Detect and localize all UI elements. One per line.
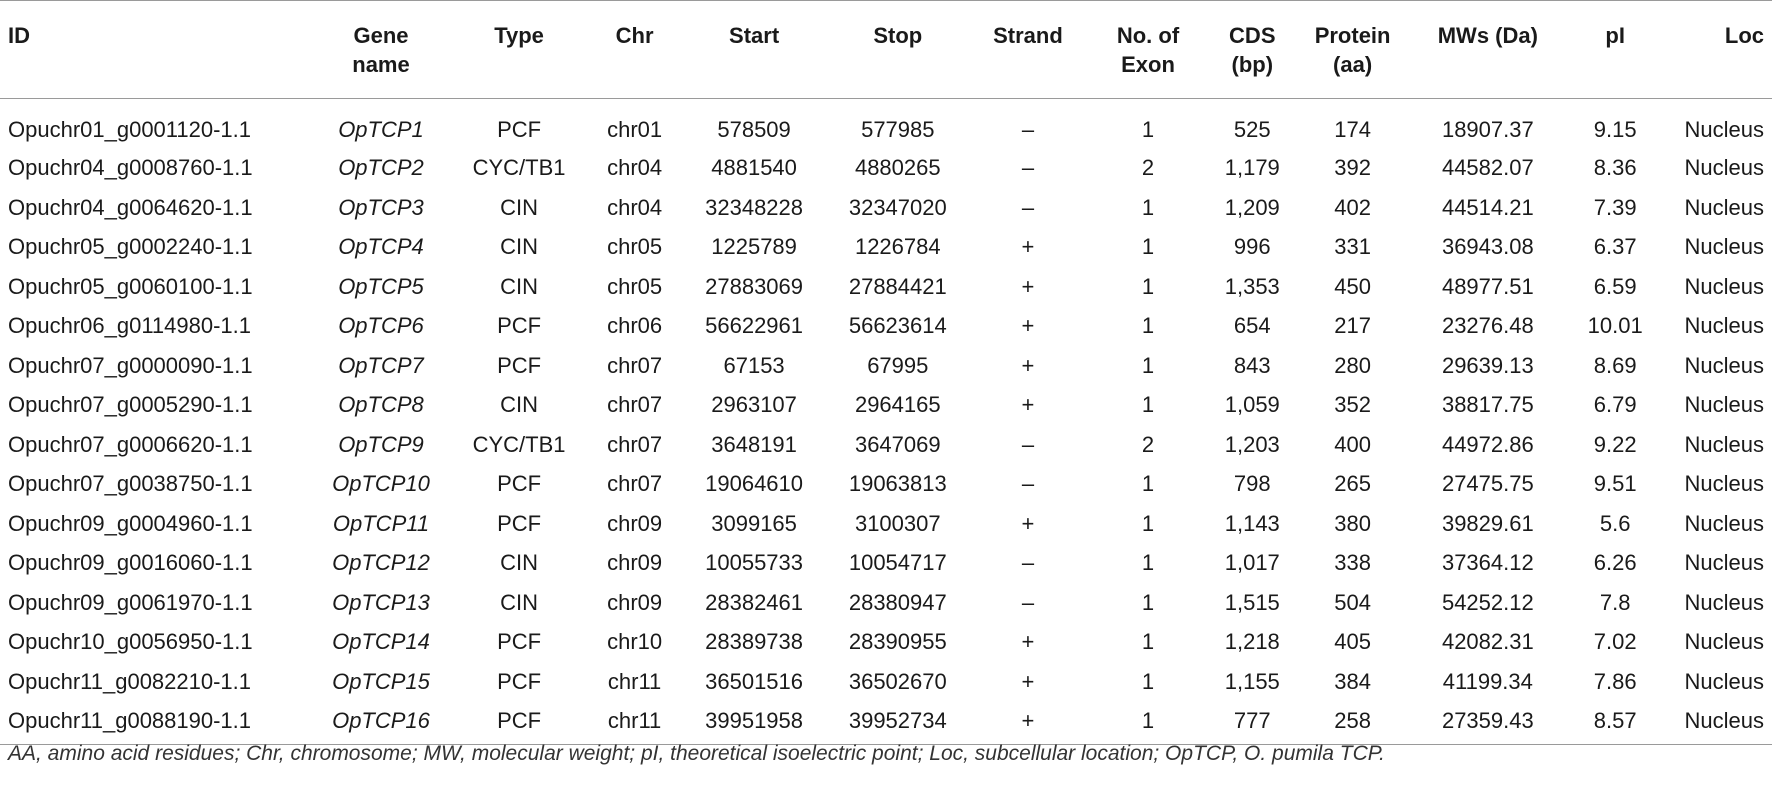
cell-chr: chr05 xyxy=(607,273,663,299)
table-row xyxy=(0,425,1772,465)
table-body xyxy=(0,99,1772,745)
cell-cds: 525 xyxy=(1233,116,1271,142)
cell-cds: 843 xyxy=(1233,352,1271,378)
cell-start: 32348228 xyxy=(705,194,804,220)
cell-start: 28389738 xyxy=(705,629,804,655)
cell-exon: 1 xyxy=(1141,313,1155,339)
cell-start: 3648191 xyxy=(711,431,797,457)
cell-gene: OpTCP11 xyxy=(332,510,430,536)
column-header-exon-line: Exon xyxy=(1121,52,1175,77)
cell-gene: OpTCP14 xyxy=(332,629,430,655)
cell-protein: 174 xyxy=(1334,116,1371,142)
column-header-cds-line: CDS xyxy=(1229,23,1276,48)
cell-mw: 48977.51 xyxy=(1441,273,1534,299)
cell-loc: Nucleus xyxy=(1684,116,1764,142)
cell-exon: 1 xyxy=(1141,352,1155,378)
column-header-protein-line: Protein xyxy=(1314,23,1391,48)
column-header-gene xyxy=(313,1,448,99)
cell-type: CYC/TB1 xyxy=(472,155,566,181)
column-header-id xyxy=(0,1,313,99)
cell-chr: chr07 xyxy=(607,392,663,418)
cell-mw: 37364.12 xyxy=(1441,550,1534,576)
cell-stop: 32347020 xyxy=(848,194,947,220)
cell-stop: 39952734 xyxy=(828,702,967,745)
column-header-gene-line: Gene xyxy=(353,23,409,48)
cell-stop: 56623614 xyxy=(848,313,947,339)
cell-cds: 1,155 xyxy=(1224,668,1280,694)
cell-mw: 18907.37 xyxy=(1441,116,1534,142)
cell-gene: OpTCP5 xyxy=(338,273,424,299)
cell-id: Opuchr01_g0001120-1.1 xyxy=(8,116,252,142)
cell-start: 36501516 xyxy=(705,668,804,694)
cell-id: Opuchr11_g0088190-1.1 xyxy=(0,702,313,745)
cell-type: PCF xyxy=(449,702,590,745)
table-row xyxy=(0,307,1772,347)
cell-chr: chr07 xyxy=(607,352,663,378)
cell-mw: 27475.75 xyxy=(1441,471,1534,497)
column-header-loc xyxy=(1663,1,1772,99)
cell-cds: 1,218 xyxy=(1224,629,1280,655)
column-header-exon xyxy=(1089,1,1207,99)
cell-exon: 1 xyxy=(1141,116,1155,142)
cell-gene: OpTCP9 xyxy=(338,431,424,457)
cell-loc: Nucleus xyxy=(1684,352,1764,378)
column-header-gene-line: name xyxy=(352,52,410,77)
cell-type: PCF xyxy=(497,668,542,694)
cell-pi: 7.8 xyxy=(1599,589,1631,615)
cell-loc: Nucleus xyxy=(1684,510,1764,536)
table-row xyxy=(0,346,1772,386)
cell-pi: 10.01 xyxy=(1587,313,1643,339)
cell-type: CIN xyxy=(500,589,539,615)
cell-mw: 54252.12 xyxy=(1441,589,1534,615)
table-row xyxy=(0,662,1772,702)
cell-start: 39951958 xyxy=(680,702,829,745)
cell-pi: 6.79 xyxy=(1593,392,1637,418)
cell-loc: Nucleus xyxy=(1684,550,1764,576)
table-row xyxy=(0,188,1772,228)
cell-chr: chr05 xyxy=(607,234,663,260)
cell-type: CIN xyxy=(500,194,539,220)
cell-stop: 10054717 xyxy=(848,550,947,576)
cell-protein: 402 xyxy=(1334,194,1371,220)
cell-cds: 798 xyxy=(1233,471,1271,497)
table-row xyxy=(0,583,1772,623)
cell-loc: Nucleus xyxy=(1684,589,1764,615)
cell-start: 578509 xyxy=(717,116,791,142)
cell-strand: + xyxy=(1021,273,1035,299)
cell-strand: – xyxy=(1021,471,1035,497)
cell-gene: OpTCP12 xyxy=(332,550,430,576)
cell-gene: OpTCP15 xyxy=(332,668,430,694)
cell-stop: 27884421 xyxy=(848,273,947,299)
cell-exon: 1 xyxy=(1141,234,1155,260)
cell-stop: 19063813 xyxy=(848,471,947,497)
cell-cds: 777 xyxy=(1207,702,1297,745)
cell-strand: – xyxy=(1021,194,1035,220)
column-header-pi xyxy=(1568,1,1663,99)
cell-chr: chr10 xyxy=(607,629,663,655)
cell-mw: 23276.48 xyxy=(1441,313,1534,339)
cell-mw: 41199.34 xyxy=(1442,668,1533,694)
cell-strand: – xyxy=(1021,116,1035,142)
cell-pi: 6.37 xyxy=(1593,234,1637,260)
table-row xyxy=(0,99,1772,149)
table-row xyxy=(0,386,1772,426)
cell-cds: 1,203 xyxy=(1224,431,1280,457)
cell-protein: 392 xyxy=(1334,155,1371,181)
cell-gene: OpTCP10 xyxy=(332,471,430,497)
column-header-chr-line: Chr xyxy=(615,23,654,48)
cell-strand: + xyxy=(1021,510,1035,536)
table-row xyxy=(0,702,1772,745)
cell-start: 28382461 xyxy=(705,589,804,615)
column-header-chr xyxy=(590,1,680,99)
cell-gene: OpTCP1 xyxy=(338,116,424,142)
column-header-protein xyxy=(1297,1,1407,99)
column-header-exon-line: No. of xyxy=(1116,23,1180,48)
cell-gene: OpTCP2 xyxy=(338,155,424,181)
cell-loc: Nucleus xyxy=(1663,702,1772,745)
cell-cds: 1,209 xyxy=(1224,194,1280,220)
cell-strand: + xyxy=(1021,392,1035,418)
cell-mw: 44582.07 xyxy=(1441,155,1534,181)
cell-protein: 331 xyxy=(1334,234,1371,260)
cell-stop: 36502670 xyxy=(848,668,947,694)
cell-id: Opuchr05_g0002240-1.1 xyxy=(8,234,253,260)
cell-loc: Nucleus xyxy=(1684,313,1764,339)
column-header-mw xyxy=(1408,1,1568,99)
cell-id: Opuchr09_g0061970-1.1 xyxy=(8,589,253,615)
cell-strand: + xyxy=(1021,313,1035,339)
cell-protein: 504 xyxy=(1334,589,1371,615)
cell-loc: Nucleus xyxy=(1684,668,1764,694)
table-row xyxy=(0,149,1772,189)
cell-id: Opuchr07_g0006620-1.1 xyxy=(8,431,253,457)
cell-type: CIN xyxy=(500,273,539,299)
cell-type: PCF xyxy=(497,352,542,378)
cell-mw: 36943.08 xyxy=(1441,234,1534,260)
cell-id: Opuchr07_g0005290-1.1 xyxy=(8,392,253,418)
cell-strand: + xyxy=(1021,352,1035,378)
cell-protein: 258 xyxy=(1297,702,1407,745)
cell-cds: 1,059 xyxy=(1224,392,1280,418)
table-row xyxy=(0,465,1772,505)
cell-chr: chr07 xyxy=(607,431,663,457)
cell-loc: Nucleus xyxy=(1684,431,1764,457)
cell-type: CIN xyxy=(500,234,539,260)
cell-strand: + xyxy=(1021,234,1035,260)
cell-gene: OpTCP16 xyxy=(313,702,448,745)
cell-stop: 67995 xyxy=(867,352,929,378)
cell-type: PCF xyxy=(497,313,542,339)
cell-id: Opuchr11_g0082210-1.1 xyxy=(8,668,252,694)
column-header-stop-line: Stop xyxy=(873,23,923,48)
cell-pi: 9.22 xyxy=(1593,431,1637,457)
cell-stop: 577985 xyxy=(861,116,935,142)
cell-gene: OpTCP13 xyxy=(332,589,430,615)
column-header-type-line: Type xyxy=(494,23,544,48)
cell-cds: 996 xyxy=(1233,234,1271,260)
cell-exon: 1 xyxy=(1141,629,1155,655)
cell-start: 2963107 xyxy=(711,392,797,418)
cell-type: CIN xyxy=(500,392,539,418)
cell-cds: 1,017 xyxy=(1224,550,1280,576)
cell-protein: 352 xyxy=(1334,392,1371,418)
cell-protein: 384 xyxy=(1334,668,1371,694)
cell-id: Opuchr06_g0114980-1.1 xyxy=(8,313,252,339)
cell-pi: 7.86 xyxy=(1593,668,1637,694)
cell-type: PCF xyxy=(497,510,542,536)
cell-pi: 7.39 xyxy=(1593,194,1637,220)
column-header-cds-line: (bp) xyxy=(1231,52,1274,77)
cell-start: 56622961 xyxy=(705,313,804,339)
cell-mw: 42082.31 xyxy=(1441,629,1534,655)
table-row xyxy=(0,623,1772,663)
cell-strand: + xyxy=(967,702,1089,745)
cell-chr: chr06 xyxy=(607,313,663,339)
cell-exon: 1 xyxy=(1141,589,1155,615)
cell-cds: 1,353 xyxy=(1224,273,1280,299)
table-row xyxy=(0,504,1772,544)
cell-stop: 28390955 xyxy=(848,629,947,655)
cell-type: CIN xyxy=(500,550,539,576)
cell-id: Opuchr10_g0056950-1.1 xyxy=(8,629,253,655)
cell-strand: – xyxy=(1021,550,1035,576)
column-header-strand-line: Strand xyxy=(993,23,1063,48)
cell-protein: 265 xyxy=(1334,471,1371,497)
cell-gene: OpTCP3 xyxy=(338,194,424,220)
cell-loc: Nucleus xyxy=(1684,155,1764,181)
cell-stop: 2964165 xyxy=(854,392,941,418)
cell-exon: 1 xyxy=(1141,273,1155,299)
cell-gene: OpTCP7 xyxy=(338,352,424,378)
cell-loc: Nucleus xyxy=(1684,194,1764,220)
cell-type: PCF xyxy=(497,629,542,655)
cell-protein: 450 xyxy=(1334,273,1371,299)
cell-start: 1225789 xyxy=(711,234,797,260)
cell-start: 10055733 xyxy=(705,550,804,576)
cell-id: Opuchr05_g0060100-1.1 xyxy=(8,273,253,299)
cell-protein: 380 xyxy=(1334,510,1371,536)
cell-protein: 217 xyxy=(1334,313,1371,339)
cell-loc: Nucleus xyxy=(1684,234,1764,260)
cell-pi: 5.6 xyxy=(1599,510,1631,536)
cell-cds: 1,179 xyxy=(1224,155,1280,181)
cell-id: Opuchr04_g0008760-1.1 xyxy=(8,155,253,181)
table-footnote: AA, amino acid residues; Chr, chromosome; MW, molecular weight; pI, theoretical isoelectric point; Loc, subcellular location; OpTCP, O. pumila TCP. xyxy=(8,742,1385,765)
cell-chr: chr11 xyxy=(590,702,680,745)
cell-start: 27883069 xyxy=(705,273,804,299)
column-header-mw-line: MWs (Da) xyxy=(1437,23,1538,48)
table-row xyxy=(0,228,1772,268)
column-header-protein-line: (aa) xyxy=(1333,52,1373,77)
column-header-strand xyxy=(967,1,1089,99)
cell-type: CYC/TB1 xyxy=(472,431,566,457)
cell-start: 67153 xyxy=(723,352,785,378)
cell-gene: OpTCP6 xyxy=(338,313,424,339)
cell-pi: 8.36 xyxy=(1593,155,1637,181)
cell-protein: 400 xyxy=(1334,431,1371,457)
cell-start: 4881540 xyxy=(711,155,797,181)
cell-mw: 29639.13 xyxy=(1441,352,1534,378)
cell-mw: 39829.61 xyxy=(1441,510,1534,536)
cell-mw: 44514.21 xyxy=(1441,194,1534,220)
cell-exon: 1 xyxy=(1141,550,1155,576)
cell-gene: OpTCP8 xyxy=(338,392,424,418)
cell-strand: – xyxy=(1021,155,1035,181)
cell-exon: 1 xyxy=(1141,471,1155,497)
cell-strand: – xyxy=(1021,431,1035,457)
cell-pi: 8.69 xyxy=(1593,352,1637,378)
column-header-cds xyxy=(1207,1,1297,99)
cell-exon: 2 xyxy=(1141,431,1155,457)
cell-exon: 2 xyxy=(1141,155,1155,181)
cell-id: Opuchr09_g0016060-1.1 xyxy=(8,550,253,576)
cell-type: PCF xyxy=(497,116,542,142)
cell-exon: 1 xyxy=(1141,510,1155,536)
cell-exon: 1 xyxy=(1141,392,1155,418)
column-header-start xyxy=(680,1,829,99)
table-row xyxy=(0,267,1772,307)
cell-id: Opuchr07_g0038750-1.1 xyxy=(8,471,253,497)
cell-pi: 6.59 xyxy=(1593,273,1637,299)
cell-exon: 1 xyxy=(1089,702,1207,745)
header-row xyxy=(0,1,1772,99)
cell-strand: – xyxy=(1021,589,1035,615)
cell-chr: chr04 xyxy=(607,194,663,220)
cell-strand: + xyxy=(1021,668,1035,694)
cell-pi: 9.51 xyxy=(1593,471,1637,497)
cell-cds: 1,143 xyxy=(1224,510,1280,536)
cell-gene: OpTCP4 xyxy=(338,234,424,260)
cell-cds: 1,515 xyxy=(1224,589,1280,615)
cell-protein: 280 xyxy=(1334,352,1371,378)
cell-id: Opuchr07_g0000090-1.1 xyxy=(8,352,253,378)
cell-protein: 405 xyxy=(1334,629,1371,655)
cell-pi: 8.57 xyxy=(1568,702,1663,745)
cell-chr: chr01 xyxy=(607,116,663,142)
cell-chr: chr04 xyxy=(607,155,663,181)
cell-mw: 44972.86 xyxy=(1441,431,1534,457)
cell-exon: 1 xyxy=(1141,194,1155,220)
column-header-type xyxy=(449,1,590,99)
cell-stop: 28380947 xyxy=(848,589,947,615)
cell-chr: chr11 xyxy=(607,668,662,694)
column-header-stop xyxy=(828,1,967,99)
column-header-start-line: Start xyxy=(729,23,780,48)
column-header-loc-line: Loc xyxy=(1724,23,1764,48)
cell-loc: Nucleus xyxy=(1684,273,1764,299)
cell-chr: chr07 xyxy=(607,471,663,497)
cell-start: 3099165 xyxy=(711,510,797,536)
table-row xyxy=(0,544,1772,584)
cell-pi: 7.02 xyxy=(1593,629,1637,655)
column-header-pi-line: pI xyxy=(1605,23,1625,48)
cell-stop: 4880265 xyxy=(854,155,941,181)
cell-stop: 3100307 xyxy=(854,510,941,536)
table-header xyxy=(0,1,1772,99)
cell-start: 19064610 xyxy=(705,471,804,497)
column-header-id-line: ID xyxy=(8,23,30,48)
cell-pi: 6.26 xyxy=(1593,550,1637,576)
cell-type: PCF xyxy=(497,471,542,497)
cell-strand: + xyxy=(1021,629,1035,655)
cell-chr: chr09 xyxy=(607,589,663,615)
cell-mw: 38817.75 xyxy=(1441,392,1534,418)
cell-stop: 3647069 xyxy=(854,431,941,457)
cell-pi: 9.15 xyxy=(1593,116,1637,142)
cell-id: Opuchr09_g0004960-1.1 xyxy=(8,510,253,536)
cell-cds: 654 xyxy=(1233,313,1271,339)
cell-chr: chr09 xyxy=(607,550,663,576)
cell-loc: Nucleus xyxy=(1684,392,1764,418)
cell-stop: 1226784 xyxy=(854,234,941,260)
cell-protein: 338 xyxy=(1334,550,1371,576)
cell-loc: Nucleus xyxy=(1684,629,1764,655)
cell-id: Opuchr04_g0064620-1.1 xyxy=(8,194,253,220)
cell-loc: Nucleus xyxy=(1684,471,1764,497)
cell-mw: 27359.43 xyxy=(1408,702,1568,745)
cell-chr: chr09 xyxy=(607,510,663,536)
cell-exon: 1 xyxy=(1141,668,1155,694)
